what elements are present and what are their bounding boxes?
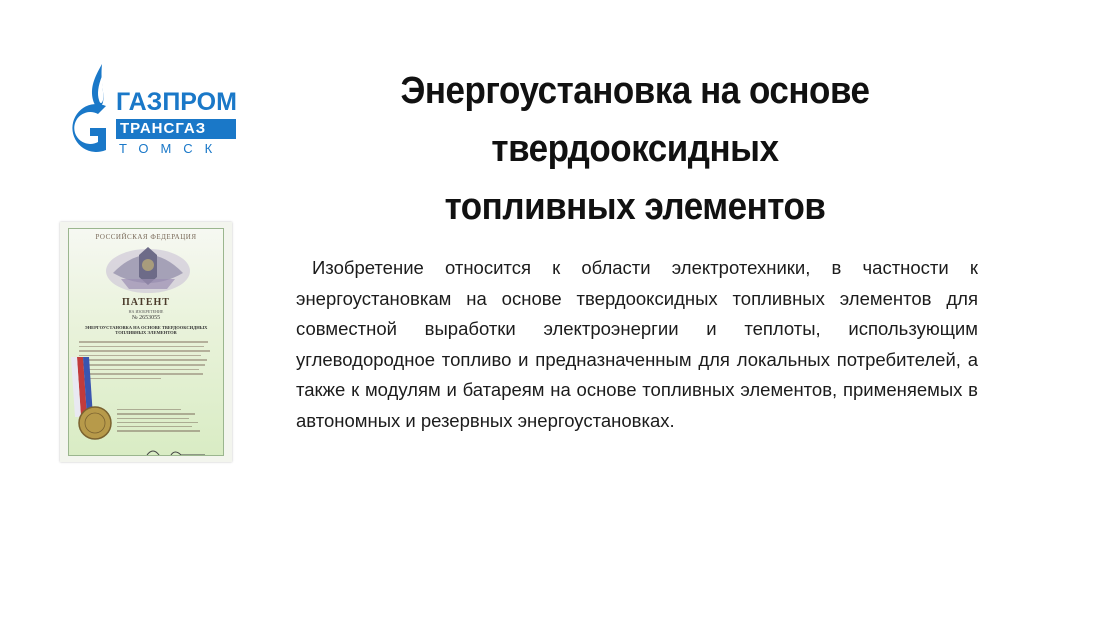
- logo-text-tomsk: ТОМСК: [119, 141, 225, 156]
- patent-country: РОССИЙСКАЯ ФЕДЕРАЦИЯ: [95, 233, 197, 241]
- page-title-line-1: Энергоустановка на основе твердооксидных: [400, 70, 870, 170]
- gas-flame-logo-icon: [60, 62, 120, 158]
- logo-text-gazprom: ГАЗПРОМ: [116, 88, 237, 116]
- patent-certificate-frame: [68, 228, 224, 456]
- coat-of-arms-emblem: [103, 243, 193, 295]
- patent-certificate-image: [60, 222, 232, 462]
- page-title: [276, 62, 994, 236]
- patent-registration-lines: [117, 409, 209, 435]
- ribbon-seal-emblem: [71, 357, 113, 449]
- description-paragraph: Изобретение относится к области электротехники, в частности к энергоустановкам на основе твердооксидных топливных элементов для совместной выработки электроэнергии и теплоты, использующим углеводородное топливо и предназначенным для локальных потребителей, а также к модулям и батареям на основе топливных элементов, применяемых в автономных и резервных энергоустановках.: [296, 257, 978, 431]
- company-logo: [60, 62, 240, 158]
- logo-text-transgaz: ТРАНСГАЗ: [116, 119, 236, 139]
- patent-invention-name: ЭНЕРГОУСТАНОВКА НА ОСНОВЕ ТВЕРДООКСИДНЫХ ТОПЛИВНЫХ ЭЛЕМЕНТОВ: [84, 325, 208, 335]
- signature-scribble: [145, 447, 215, 456]
- patent-heading: ПАТЕНТ: [122, 297, 170, 308]
- page-title-line-2: топливных элементов: [444, 186, 826, 228]
- patent-subheading: НА ИЗОБРЕТЕНИЕ: [128, 309, 164, 314]
- patent-number: № 2653055: [131, 315, 161, 321]
